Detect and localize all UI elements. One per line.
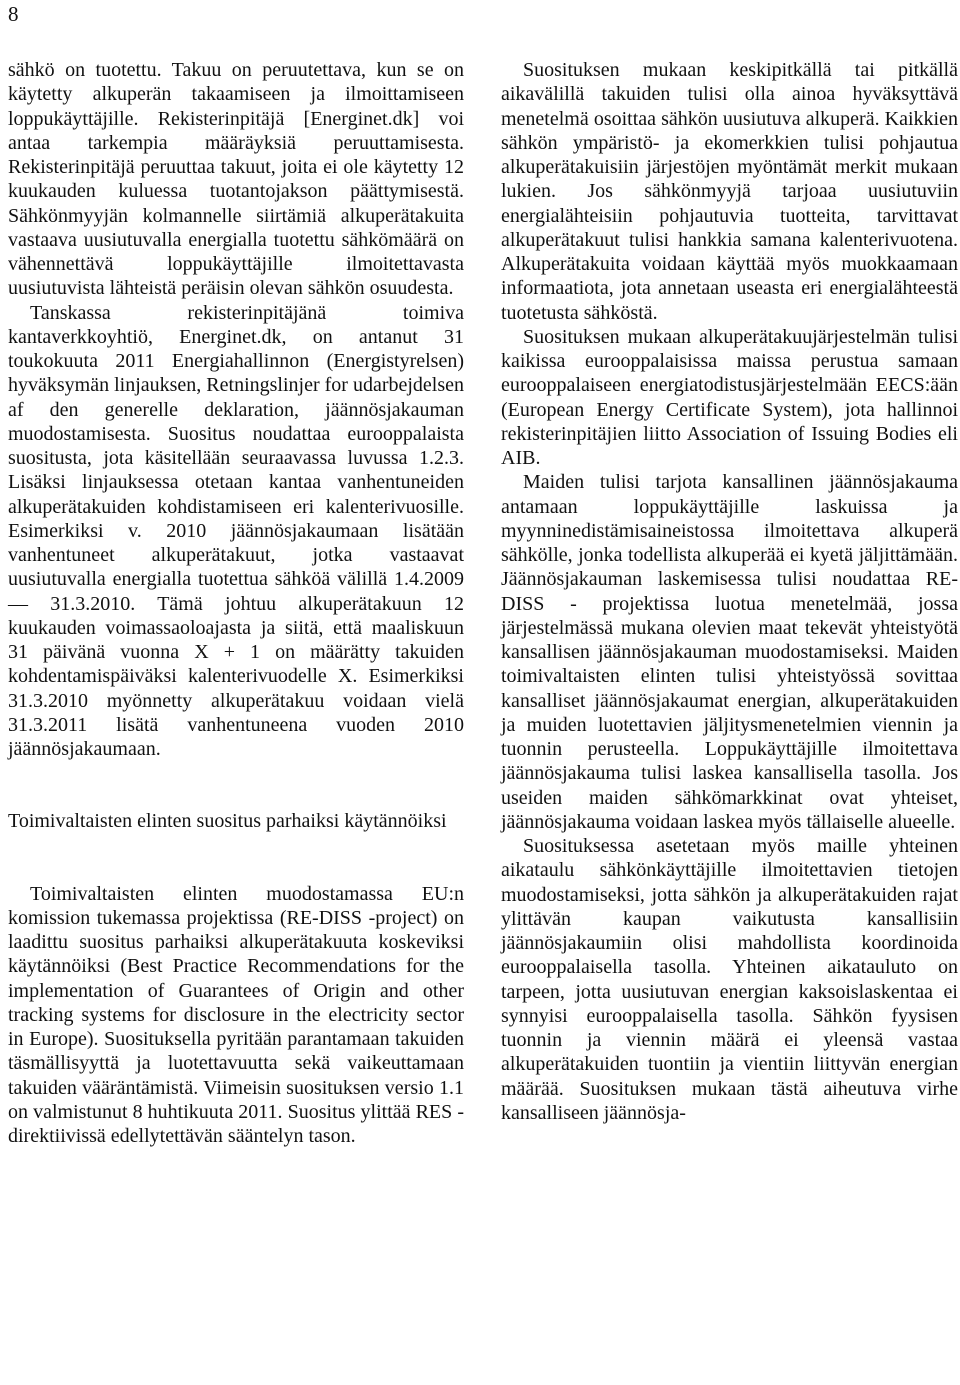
right-paragraph-3: Maiden tulisi tarjota kansallinen jäännösjakauma antamaan loppukäyttäjille laskuissa ja myynninedistämisaineistossa ilmoitettava alkuperä sähkölle, jonka todellista alkuperää ei kyetä jäljittämään. Jäännösjakauman laskemisessa tulisi noudattaa RE-DISS - projektissa luotua menetelmää, jossa järjestelmässä mukana olevien maat tekevät yhteistyötä kansallisen jäännösjakauman muodostamiseksi. Maiden toimivaltaisten elinten tulisi yhteistyössä sovittaa kansalliset jäännösjakaumat energian, alkuperätakuiden ja muiden luotettavien jäljitysmenetelmien viennin ja tuonnin perusteella. Loppukäyttäjille ilmoitettava jäännösjakauma tulisi laskea kansallisella tasolla. Jos useiden maiden sähkömarkkinat ovat yhteiset, jäännösjakauma voidaan laskea myös tällaiselle alueelle. bbox=[501, 471, 958, 833]
right-paragraph-4: Suosituksessa asetetaan myös maille yhteinen aikataulu sähkönkäyttäjille ilmoitettavien tietojen muodostamiseksi, jotta sähkön ja alkuperätakuiden rajat ylittävän kaupan vaikutusta kansallisiin jäännösjakaumiin olisi mahdollista koordinoida eurooppalaisella tasolla. Yhteinen aikatauluto on tarpeen, jotta uusiutuvan energian kaksoislaskentaa ei synnyisi eurooppalaisella tasolla. Sähkön fyysisen tuonnin ja viennin määrä ei yleensä vastaa alkuperätakuiden tuontiin ja vientiin liittyvän energian määrää. Suosituksen mukaan tästä aiheutuva virhe kansalliseen jäännösja- bbox=[501, 835, 958, 1124]
section-body-paragraph: Toimivaltaisten elinten muodostamassa EU:n komission tukemassa projektissa (RE-DISS -project) on laadittu suositus parhaiksi alkuperätakuuta koskeviksi käytännöiksi (Best Practice Recommendations for the implementation of Guarantees of Origin and other tracking systems for disclosure in the electricity sector in Europe). Suosituksella pyritään parantamaan takuiden täsmällisyyttä ja luotettavuutta sekä vaikeuttamaan takuiden vääräntämistä. Viimeisin suosituksen versio 1.1 on valmistunut 8 huhtikuuta 2011. Suositus ylittää RES -direktiivissä edellytettävän sääntelyn tason. bbox=[8, 882, 464, 1147]
right-column bbox=[501, 58, 958, 1125]
right-paragraph-2: Suosituksen mukaan alkuperätakuujärjestelmän tulisi kaikissa eurooppalaisissa maissa perustua samaan eurooppalaiseen energiatodistusjärjestelmään EECS:ään (European Energy Certificate System), jota hallinnoi rekisterinpitäjien liitto Association of Issuing Bodies eli AIB. bbox=[501, 325, 958, 469]
page-number: 8 bbox=[8, 2, 19, 26]
section-heading: Toimivaltaisten elinten suositus parhaiksi käytännöiksi bbox=[8, 810, 447, 833]
left-paragraph-1: sähkö on tuotettu. Takuu on peruutettava, kun se on käytetty alkuperän takaamiseen ja ilmoittamiseen loppukäyttäjille. Rekisterinpitäjä [Energinet.dk] voi antaa tarkempia määräyksiä peruuttamisesta. Rekisterinpitäjä peruuttaa takuut, joita ei ole käytetty 12 kuukauden kuluessa tuotantojakson päättymisestä. Sähkönmyyjän kolmannelle siirtämiä alkuperätakuita vastaava uusiutuvalla energialla tuotettu sähkömäärä on vähennettävä loppukäyttäjille ilmoitettavasta uusiutuvista lähteistä peräisin olevan sähkön osuudesta. bbox=[8, 59, 464, 300]
left-column bbox=[8, 58, 464, 1148]
right-paragraph-1: Suosituksen mukaan keskipitkällä tai pitkällä aikavälillä takuiden tulisi olla ainoa hyväksyttävä menetelmä osoittaa sähkön uusiutuva alkuperä. Kaikkien sähkön ympäristö- ja ekomerkkien tulisi pohjautua alkuperätakuisiin järjestöjen myöntämät merkit mukaan lukien. Jos sähkönmyyjä tarjoaa uusiutuviin energialähteisiin pohjautuvia tuotteita, tarvittavat alkuperätakuut tulisi hankkia samana kalenterivuotena. Alkuperätakuita voidaan käyttää myös muokkaamaan informaatiota, jota annetaan useasta eri energialähteestä tuotetusta sähköstä. bbox=[501, 59, 958, 324]
left-paragraph-2: Tanskassa rekisterinpitäjänä toimiva kantaverkkoyhtiö, Energinet.dk, on antanut 31 toukokuuta 2011 Energiahallinnon (Energistyrelsen) hyväksymän linjauksen, Retningslinjer for udarbejdelsen af den generelle deklaration, jäännösjakauman muodostamisesta. Suositus noudattaa eurooppalaista suositusta, jota käsitellään seuraavassa luvussa 1.2.3. Lisäksi linjauksessa otetaan kantaa vanhentuneiden alkuperätakuiden kohdistamiseen eri kalenterivuosille. Esimerkiksi v. 2010 jäännösjakaumaan lisätään vanhentuneet alkuperätakuut, jotka vastaavat uusiutuvalla energialla tuotettua sähköä välillä 1.4.2009— 31.3.2010. Tämä johtuu alkuperätakuun 12 kuukauden voimassaoloajasta ja siitä, että maaliskuun 31 päivänä vuonna X + 1 on määrätty takuiden kohdentamispäiväksi kalenterivuodelle X. Esimerkiksi 31.3.2010 myönnetty alkuperätakuu voidaan vielä 31.3.2011 lisätä vanhentuneena vuoden 2010 jäännösjakaumaan. bbox=[8, 301, 465, 760]
